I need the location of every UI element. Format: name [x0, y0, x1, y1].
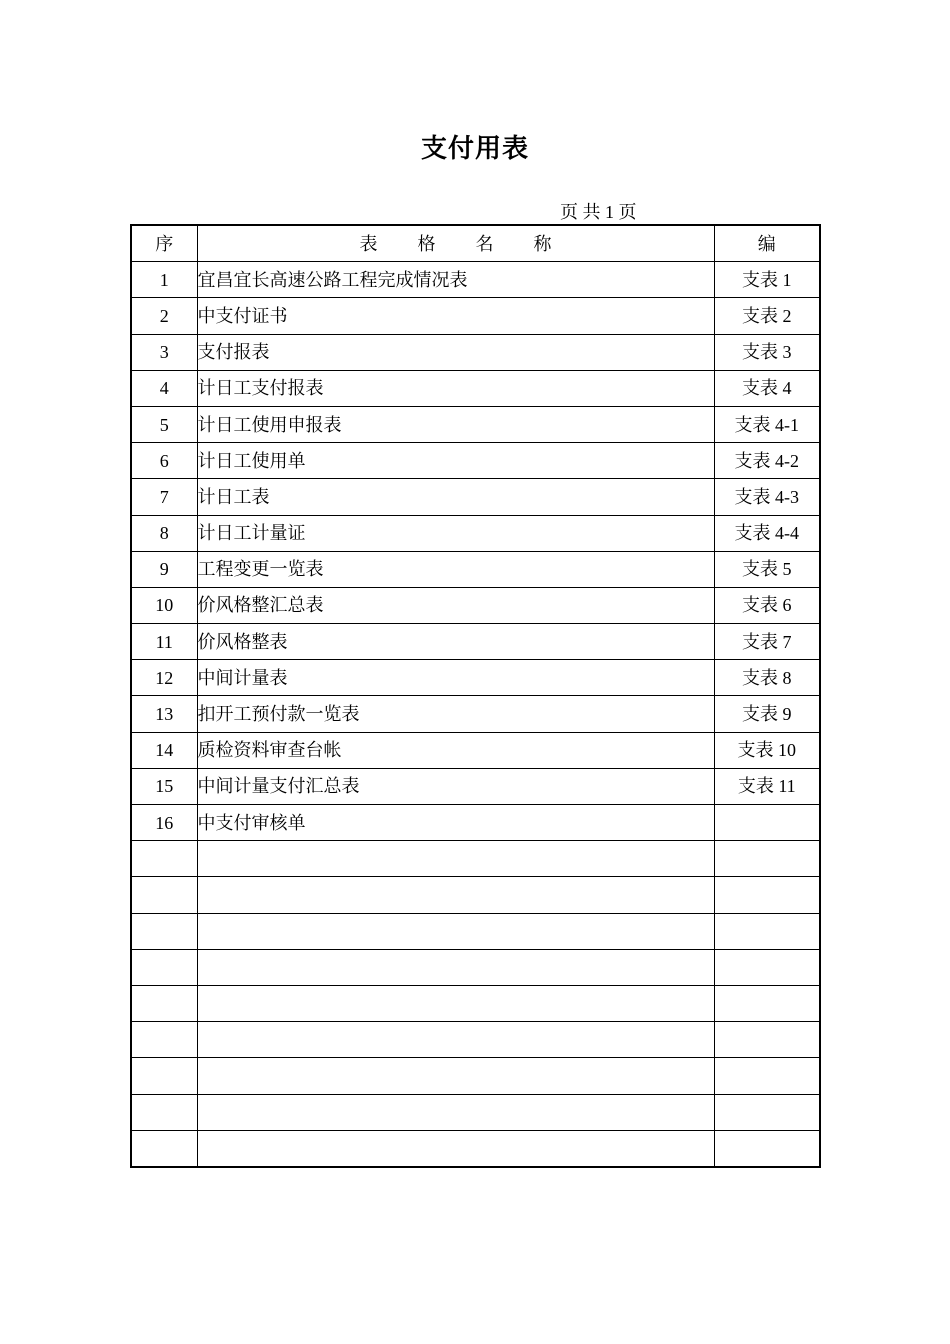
cell-seq: 7	[131, 479, 197, 515]
table-row	[131, 551, 820, 587]
cell-code: 支表 11	[714, 768, 820, 804]
cell-name: 价风格整表	[197, 624, 714, 660]
cell-name: 扣开工预付款一览表	[197, 696, 714, 732]
cell-seq	[131, 913, 197, 949]
table-row	[131, 732, 820, 768]
cell-name: 中间计量支付汇总表	[197, 768, 714, 804]
cell-name: 计日工使用申报表	[197, 406, 714, 442]
cell-code	[714, 1130, 820, 1167]
cell-seq: 9	[131, 551, 197, 587]
cell-name	[197, 1094, 714, 1130]
cell-seq	[131, 1022, 197, 1058]
page-count: 页 共 1 页	[560, 202, 637, 222]
cell-name	[197, 1022, 714, 1058]
cell-name: 支付报表	[197, 334, 714, 370]
table-row	[131, 913, 820, 949]
cell-code	[714, 877, 820, 913]
cell-name: 计日工使用单	[197, 443, 714, 479]
table-row	[131, 370, 820, 406]
cell-code: 支表 10	[714, 732, 820, 768]
cell-code	[714, 913, 820, 949]
page-title: 支付用表	[420, 134, 529, 164]
cell-seq: 3	[131, 334, 197, 370]
cell-seq: 15	[131, 768, 197, 804]
cell-name	[197, 1058, 714, 1094]
header-name-char: 称	[533, 233, 552, 254]
table-row	[131, 805, 820, 841]
table-row	[131, 949, 820, 985]
table-row	[131, 660, 820, 696]
header-name-char: 名	[475, 233, 494, 254]
cell-seq: 14	[131, 732, 197, 768]
header-seq: 序	[131, 225, 197, 262]
cell-code: 支表 7	[714, 624, 820, 660]
table-row	[131, 262, 820, 298]
cell-code	[714, 841, 820, 877]
cell-seq: 6	[131, 443, 197, 479]
cell-name	[197, 985, 714, 1021]
cell-name	[197, 949, 714, 985]
cell-name: 宜昌宜长高速公路工程完成情况表	[197, 262, 714, 298]
cell-code: 支表 3	[714, 334, 820, 370]
cell-seq	[131, 1130, 197, 1167]
table-row	[131, 624, 820, 660]
table-row	[131, 768, 820, 804]
cell-code: 支表 9	[714, 696, 820, 732]
header-code: 编	[714, 225, 820, 262]
cell-seq: 2	[131, 298, 197, 334]
table-body	[131, 262, 820, 1167]
cell-seq: 10	[131, 587, 197, 623]
header-name-char: 表	[359, 233, 378, 254]
cell-code	[714, 1022, 820, 1058]
cell-seq	[131, 1058, 197, 1094]
cell-name: 中间计量表	[197, 660, 714, 696]
table-row	[131, 1058, 820, 1094]
cell-code: 支表 2	[714, 298, 820, 334]
cell-code: 支表 4-3	[714, 479, 820, 515]
cell-seq: 12	[131, 660, 197, 696]
cell-code: 支表 4-1	[714, 406, 820, 442]
header-name-char: 格	[417, 233, 436, 254]
cell-name	[197, 913, 714, 949]
cell-seq	[131, 1094, 197, 1130]
cell-seq: 13	[131, 696, 197, 732]
cell-seq	[131, 985, 197, 1021]
cell-name: 工程变更一览表	[197, 551, 714, 587]
table-row	[131, 1130, 820, 1167]
cell-code: 支表 4-4	[714, 515, 820, 551]
cell-code	[714, 805, 820, 841]
table-row	[131, 877, 820, 913]
table-row	[131, 479, 820, 515]
cell-name: 计日工计量证	[197, 515, 714, 551]
cell-seq: 5	[131, 406, 197, 442]
cell-code	[714, 1058, 820, 1094]
cell-seq	[131, 949, 197, 985]
cell-name: 价风格整汇总表	[197, 587, 714, 623]
cell-code: 支表 6	[714, 587, 820, 623]
table-row	[131, 841, 820, 877]
cell-name: 计日工表	[197, 479, 714, 515]
cell-seq: 11	[131, 624, 197, 660]
cell-seq: 4	[131, 370, 197, 406]
table-row	[131, 985, 820, 1021]
cell-name: 中支付审核单	[197, 805, 714, 841]
cell-name	[197, 877, 714, 913]
table-row	[131, 515, 820, 551]
cell-seq	[131, 877, 197, 913]
cell-seq: 1	[131, 262, 197, 298]
table-row	[131, 406, 820, 442]
table-row	[131, 334, 820, 370]
cell-code: 支表 4	[714, 370, 820, 406]
form-index-table	[130, 224, 821, 1168]
cell-seq: 16	[131, 805, 197, 841]
cell-code: 支表 4-2	[714, 443, 820, 479]
table-row	[131, 298, 820, 334]
table-row	[131, 1094, 820, 1130]
table-row	[131, 587, 820, 623]
cell-seq	[131, 841, 197, 877]
cell-code: 支表 5	[714, 551, 820, 587]
cell-name: 中支付证书	[197, 298, 714, 334]
cell-code: 支表 8	[714, 660, 820, 696]
cell-code	[714, 1094, 820, 1130]
cell-code: 支表 1	[714, 262, 820, 298]
cell-code	[714, 949, 820, 985]
cell-code	[714, 985, 820, 1021]
cell-name	[197, 1130, 714, 1167]
cell-seq: 8	[131, 515, 197, 551]
table-row	[131, 1022, 820, 1058]
cell-name: 质检资料审查台帐	[197, 732, 714, 768]
cell-name: 计日工支付报表	[197, 370, 714, 406]
header-name	[197, 225, 714, 262]
table-row	[131, 696, 820, 732]
table-row	[131, 443, 820, 479]
cell-name	[197, 841, 714, 877]
table-header-row	[131, 225, 820, 262]
